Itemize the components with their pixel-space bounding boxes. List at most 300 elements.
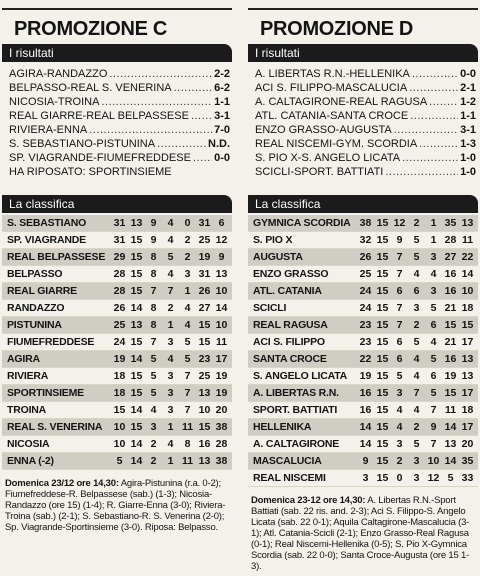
- points-cell: 5: [116, 455, 123, 467]
- result-score: 0-0: [460, 68, 476, 80]
- standings-row: [2, 232, 232, 249]
- standings-table: [248, 215, 478, 487]
- stat-cell: 5: [413, 234, 420, 246]
- stat-cell: 20: [215, 404, 228, 416]
- points-cell: 26: [359, 251, 372, 263]
- stat-cell: 16: [444, 353, 457, 365]
- points-cell: 9: [362, 455, 369, 467]
- stat-cell: 15: [130, 268, 143, 280]
- points-cell: 10: [113, 438, 126, 450]
- stat-cell: 8: [150, 268, 157, 280]
- stat-cell: 3: [150, 421, 157, 433]
- stat-cell: 14: [215, 302, 228, 314]
- stat-cell: 1: [430, 217, 437, 229]
- stat-cell: 5: [396, 370, 403, 382]
- standings-row: [248, 402, 478, 419]
- standings-row: [2, 419, 232, 436]
- team-name: REAL GIARRE: [7, 285, 77, 297]
- stat-cell: 15: [376, 438, 389, 450]
- standings-row: [248, 470, 478, 487]
- team-name: NICOSIA: [7, 438, 50, 450]
- points-cell: 19: [113, 353, 126, 365]
- points-cell: 10: [113, 421, 126, 433]
- stat-cell: 38: [215, 421, 228, 433]
- stat-cell: 4: [167, 353, 174, 365]
- stat-cell: 4: [167, 234, 174, 246]
- stat-cell: 17: [215, 353, 228, 365]
- stat-cell: 13: [198, 455, 211, 467]
- team-name: SPORT. BATTIATI: [253, 404, 338, 416]
- stat-cell: 13: [130, 319, 143, 331]
- stat-cell: 7: [150, 336, 157, 348]
- stat-cell: 6: [396, 285, 403, 297]
- results-list: [2, 67, 232, 165]
- standings-row: [2, 266, 232, 283]
- points-cell: 31: [113, 234, 126, 246]
- dot-leader: [89, 123, 212, 137]
- stat-cell: 13: [130, 217, 143, 229]
- stat-cell: 26: [198, 285, 211, 297]
- team-name: SCICLI: [253, 302, 287, 314]
- stat-cell: 5: [184, 353, 191, 365]
- stat-cell: 15: [376, 285, 389, 297]
- standings-row: [248, 334, 478, 351]
- result-score: 1-1: [214, 96, 230, 108]
- result-match: S. SEBASTIANO-PISTUNINA: [9, 138, 156, 150]
- stat-cell: 14: [130, 353, 143, 365]
- stat-cell: 10: [198, 404, 211, 416]
- standings-row: [2, 385, 232, 402]
- team-name: RANDAZZO: [7, 302, 65, 314]
- stat-cell: 4: [430, 268, 437, 280]
- result-score: 3-1: [214, 110, 230, 122]
- stat-cell: 15: [461, 319, 474, 331]
- dot-leader: [394, 123, 458, 137]
- stat-cell: 8: [150, 251, 157, 263]
- stat-cell: 19: [198, 251, 211, 263]
- team-name: REAL BELPASSESE: [7, 251, 106, 263]
- points-cell: 19: [359, 370, 372, 382]
- stat-cell: 9: [430, 421, 437, 433]
- result-match: SCICLI-SPORT. BATTIATI: [255, 166, 384, 178]
- stat-cell: 5: [184, 336, 191, 348]
- stat-cell: 4: [167, 438, 174, 450]
- stat-cell: 15: [376, 336, 389, 348]
- result-score: 1-3: [460, 138, 476, 150]
- points-cell: 14: [359, 421, 372, 433]
- team-name: PISTUNINA: [7, 319, 62, 331]
- result-row: [248, 95, 478, 109]
- stat-cell: 15: [376, 353, 389, 365]
- standings-row: [2, 368, 232, 385]
- stat-cell: 13: [461, 217, 474, 229]
- stat-cell: 11: [444, 404, 457, 416]
- stat-cell: 2: [396, 455, 403, 467]
- stat-cell: 7: [430, 404, 437, 416]
- standings-row: [248, 215, 478, 232]
- stat-cell: 9: [396, 234, 403, 246]
- team-name: TROINA: [7, 404, 47, 416]
- stat-cell: 2: [413, 217, 420, 229]
- stat-cell: 7: [167, 285, 174, 297]
- team-name: RIVIERA: [7, 370, 49, 382]
- result-score: 1-0: [460, 166, 476, 178]
- points-cell: 24: [113, 336, 126, 348]
- dot-leader: [101, 95, 212, 109]
- team-name: GYMNICA SCORDIA: [253, 217, 351, 229]
- stat-cell: 15: [198, 319, 211, 331]
- stat-cell: 15: [444, 387, 457, 399]
- result-row: [248, 137, 478, 151]
- stat-cell: 4: [150, 404, 157, 416]
- standings-row: [248, 385, 478, 402]
- stat-cell: 6: [218, 217, 225, 229]
- stat-cell: 25: [198, 370, 211, 382]
- team-name: REAL RAGUSA: [253, 319, 328, 331]
- dot-leader: [157, 137, 206, 151]
- dot-leader: [410, 109, 458, 123]
- stat-cell: 6: [430, 319, 437, 331]
- stat-cell: 21: [444, 336, 457, 348]
- standings-row: [2, 249, 232, 266]
- stat-cell: 4: [413, 268, 420, 280]
- stat-cell: 2: [413, 319, 420, 331]
- points-cell: 26: [113, 302, 126, 314]
- result-match: SP. VIAGRANDE-FIUMEFREDDESE: [9, 152, 191, 164]
- result-score: N.D.: [208, 138, 230, 150]
- stat-cell: 38: [215, 455, 228, 467]
- league-title: PROMOZIONE D: [260, 18, 414, 40]
- stat-cell: 14: [461, 268, 474, 280]
- team-name: ENZO GRASSO: [253, 268, 329, 280]
- standings-row: [248, 266, 478, 283]
- top-rule: [2, 0, 232, 10]
- team-name: AUGUSTA: [253, 251, 303, 263]
- results-list: [248, 67, 478, 179]
- stat-cell: 4: [396, 404, 403, 416]
- stat-cell: 15: [130, 370, 143, 382]
- stat-cell: 9: [150, 217, 157, 229]
- stat-cell: 20: [461, 438, 474, 450]
- points-cell: 15: [113, 404, 126, 416]
- stat-cell: 14: [130, 302, 143, 314]
- stat-cell: 6: [396, 353, 403, 365]
- dot-leader: [174, 81, 212, 95]
- result-match: ACI S. FILIPPO-MASCALUCIA: [255, 82, 408, 94]
- stat-cell: 1: [430, 234, 437, 246]
- stat-cell: 15: [376, 370, 389, 382]
- stat-cell: 35: [461, 455, 474, 467]
- stat-cell: 7: [184, 387, 191, 399]
- result-match: REAL GIARRE-REAL BELPASSESE: [9, 110, 189, 122]
- points-cell: 38: [359, 217, 372, 229]
- stat-cell: 15: [130, 285, 143, 297]
- stat-cell: 4: [430, 336, 437, 348]
- fixtures-date: Domenica 23-12 ore 14,30:: [251, 495, 366, 506]
- result-match: NICOSIA-TROINA: [9, 96, 100, 108]
- stat-cell: 5: [150, 387, 157, 399]
- stat-cell: 3: [413, 302, 420, 314]
- stat-cell: 14: [444, 455, 457, 467]
- stat-cell: 15: [376, 472, 389, 484]
- results-header: I risultati: [248, 44, 478, 62]
- result-row: [2, 109, 232, 123]
- fixtures-text: Agira-Pistunina (r.a. 0-2); Fiumefreddese-R. Belpassese (sab.) (1-3); Nicosia-Randazzo (ore 15) (1-4); R. Giarre-Enna (3-0); Riviera-Troina (sab.) (2-1); S. Sebastiano-R. S. Venerina (2-0); Sp. Viagrande-Sportinsieme (3-0). Riposa: Belpasso.: [5, 478, 226, 533]
- standings-row: [2, 300, 232, 317]
- dot-leader: [429, 95, 458, 109]
- points-cell: 32: [359, 234, 372, 246]
- standings-row: [248, 419, 478, 436]
- stat-cell: 14: [130, 438, 143, 450]
- stat-cell: 15: [376, 404, 389, 416]
- points-cell: 28: [113, 268, 126, 280]
- result-row: [248, 165, 478, 179]
- stat-cell: 15: [198, 336, 211, 348]
- stat-cell: 6: [413, 285, 420, 297]
- stat-cell: 2: [184, 251, 191, 263]
- dot-leader: [402, 151, 458, 165]
- stat-cell: 5: [167, 251, 174, 263]
- stat-cell: 14: [444, 421, 457, 433]
- stat-cell: 3: [430, 285, 437, 297]
- team-name: REAL S. VENERINA: [7, 421, 103, 433]
- dot-leader: [385, 165, 458, 179]
- stat-cell: 5: [150, 353, 157, 365]
- standings-row: [2, 283, 232, 300]
- stat-cell: 2: [167, 302, 174, 314]
- result-row: [248, 123, 478, 137]
- fixtures-text: A. Libertas R.N.-Sport Battiati (sab. 22 ris. and. 2-3); Aci S. Filippo-S. Angelo Licata (sab. 22 0-1); Aquila Caltagirone-Mascalucia (3-1); Atl. Catania-Scicli (2-1); Enzo Grasso-Real Ragusa (0-1); Real Niscemi-Hellenika (0-5); S. Pio X-Gymnica Scordia (sab. 22 0-0); Santa Croce-Augusta (ore 15 1-3).: [251, 495, 470, 572]
- stat-cell: 17: [461, 387, 474, 399]
- points-cell: 3: [362, 472, 369, 484]
- stat-cell: 3: [396, 387, 403, 399]
- stat-cell: 16: [198, 438, 211, 450]
- result-row: [2, 81, 232, 95]
- result-match: ATL. CATANIA-SANTA CROCE: [255, 110, 409, 122]
- points-cell: 14: [359, 438, 372, 450]
- points-cell: 16: [359, 387, 372, 399]
- stat-cell: 15: [130, 336, 143, 348]
- stat-cell: 3: [413, 472, 420, 484]
- stat-cell: 2: [184, 234, 191, 246]
- standings-table: [2, 215, 232, 470]
- points-cell: 24: [359, 302, 372, 314]
- standings-row: [248, 453, 478, 470]
- standings-row: [248, 300, 478, 317]
- stat-cell: 27: [198, 302, 211, 314]
- points-cell: 24: [359, 285, 372, 297]
- points-cell: 29: [113, 251, 126, 263]
- result-score: 2-1: [460, 82, 476, 94]
- standings-row: [2, 453, 232, 470]
- stat-cell: 7: [430, 438, 437, 450]
- stat-cell: 21: [444, 302, 457, 314]
- team-name: S. PIO X: [253, 234, 293, 246]
- standings-row: [2, 215, 232, 232]
- stat-cell: 7: [396, 319, 403, 331]
- next-fixtures: [248, 495, 478, 572]
- stat-cell: 16: [444, 268, 457, 280]
- stat-cell: 15: [376, 319, 389, 331]
- stat-cell: 3: [396, 438, 403, 450]
- stat-cell: 1: [167, 455, 174, 467]
- stat-cell: 19: [215, 370, 228, 382]
- stat-cell: 28: [444, 234, 457, 246]
- stat-cell: 15: [130, 234, 143, 246]
- league-title: PROMOZIONE C: [14, 18, 168, 40]
- stat-cell: 4: [413, 370, 420, 382]
- result-score: 3-1: [460, 124, 476, 136]
- stat-cell: 3: [167, 387, 174, 399]
- result-match: REAL NISCEMI-GYM. SCORDIA: [255, 138, 418, 150]
- stat-cell: 4: [413, 404, 420, 416]
- team-name: FIUMEFREDDESE: [7, 336, 95, 348]
- stat-cell: 3: [184, 268, 191, 280]
- stat-cell: 2: [150, 438, 157, 450]
- result-score: 0-0: [214, 152, 230, 164]
- stat-cell: 8: [150, 319, 157, 331]
- stat-cell: 18: [461, 302, 474, 314]
- result-match: A. LIBERTAS R.N.-HELLENIKA: [255, 68, 410, 80]
- result-row: [248, 67, 478, 81]
- stat-cell: 22: [461, 251, 474, 263]
- points-cell: 23: [359, 336, 372, 348]
- stat-cell: 7: [413, 387, 420, 399]
- stat-cell: 14: [130, 404, 143, 416]
- team-name: SP. VIAGRANDE: [7, 234, 86, 246]
- standings-row: [2, 402, 232, 419]
- stat-cell: 3: [413, 455, 420, 467]
- team-name: ATL. CATANIA: [253, 285, 322, 297]
- stat-cell: 11: [181, 455, 194, 467]
- stat-cell: 6: [396, 336, 403, 348]
- stat-cell: 4: [184, 319, 191, 331]
- stat-cell: 7: [396, 268, 403, 280]
- stat-cell: 23: [198, 353, 211, 365]
- standings-row: [248, 368, 478, 385]
- dot-leader: [109, 67, 212, 81]
- result-score: 1-2: [460, 96, 476, 108]
- dot-leader: [412, 67, 458, 81]
- stat-cell: 15: [198, 421, 211, 433]
- result-score: 7-0: [214, 124, 230, 136]
- stat-cell: 9: [150, 234, 157, 246]
- stat-cell: 4: [184, 302, 191, 314]
- stat-cell: 15: [376, 421, 389, 433]
- stat-cell: 1: [184, 285, 191, 297]
- stat-cell: 13: [215, 268, 228, 280]
- result-match: BELPASSO-REAL S. VENERINA: [9, 82, 172, 94]
- stat-cell: 2: [150, 455, 157, 467]
- stat-cell: 3: [167, 404, 174, 416]
- next-fixtures: [2, 478, 232, 533]
- team-name: ENNA (-2): [7, 455, 54, 467]
- points-cell: 23: [359, 319, 372, 331]
- result-row: [248, 151, 478, 165]
- stat-cell: 15: [376, 302, 389, 314]
- stat-cell: 10: [427, 455, 440, 467]
- result-row: [2, 67, 232, 81]
- standings-header: La classifica: [248, 195, 478, 213]
- stat-cell: 10: [215, 319, 228, 331]
- stat-cell: 1: [167, 421, 174, 433]
- result-row: [2, 95, 232, 109]
- points-cell: 25: [359, 268, 372, 280]
- stat-cell: 5: [430, 353, 437, 365]
- team-name: A. LIBERTAS R.N.: [253, 387, 339, 399]
- stat-cell: 15: [130, 421, 143, 433]
- stat-cell: 17: [461, 421, 474, 433]
- standings-row: [2, 317, 232, 334]
- standings-row: [248, 317, 478, 334]
- result-row: [2, 151, 232, 165]
- stat-cell: 25: [198, 234, 211, 246]
- stat-cell: 11: [461, 234, 474, 246]
- rest-note: HA RIPOSATO: SPORTINSIEME: [9, 166, 172, 178]
- stat-cell: 3: [167, 370, 174, 382]
- result-match: S. PIO X-S. ANGELO LICATA: [255, 152, 401, 164]
- standings-row: [2, 334, 232, 351]
- stat-cell: 15: [376, 234, 389, 246]
- stat-cell: 4: [167, 268, 174, 280]
- result-match: ENZO GRASSO-AUGUSTA: [255, 124, 392, 136]
- result-row: [248, 109, 478, 123]
- standings-row: [248, 283, 478, 300]
- standings-row: [248, 351, 478, 368]
- stat-cell: 19: [215, 387, 228, 399]
- stat-cell: 5: [430, 302, 437, 314]
- stat-cell: 5: [413, 336, 420, 348]
- points-cell: 16: [359, 404, 372, 416]
- stat-cell: 15: [444, 319, 457, 331]
- team-name: S. ANGELO LICATA: [253, 370, 348, 382]
- result-row: [248, 81, 478, 95]
- standings-row: [2, 351, 232, 368]
- standings-row: [248, 436, 478, 453]
- stat-cell: 4: [413, 353, 420, 365]
- team-name: MASCALUCIA: [253, 455, 322, 467]
- points-cell: 28: [113, 285, 126, 297]
- stat-cell: 13: [461, 353, 474, 365]
- stat-cell: 3: [167, 336, 174, 348]
- points-cell: 18: [113, 370, 126, 382]
- result-match: RIVIERA-ENNA: [9, 124, 88, 136]
- stat-cell: 15: [376, 251, 389, 263]
- dot-leader: [409, 81, 458, 95]
- stat-cell: 5: [150, 370, 157, 382]
- stat-cell: 17: [461, 336, 474, 348]
- stat-cell: 0: [184, 217, 191, 229]
- stat-cell: 14: [130, 455, 143, 467]
- result-match: A. CALTAGIRONE-REAL RAGUSA: [255, 96, 428, 108]
- stat-cell: 1: [167, 319, 174, 331]
- standings-row: [2, 436, 232, 453]
- stat-cell: 5: [413, 438, 420, 450]
- standings-header: La classifica: [2, 195, 232, 213]
- team-name: AGIRA: [7, 353, 40, 365]
- stat-cell: 15: [130, 387, 143, 399]
- promozione-c-column: [2, 0, 232, 576]
- stat-cell: 6: [430, 370, 437, 382]
- result-score: 2-2: [214, 68, 230, 80]
- stat-cell: 27: [444, 251, 457, 263]
- stat-cell: 16: [444, 285, 457, 297]
- stat-cell: 2: [413, 421, 420, 433]
- stat-cell: 13: [198, 387, 211, 399]
- stat-cell: 7: [150, 285, 157, 297]
- stat-cell: 31: [198, 217, 211, 229]
- stat-cell: 33: [461, 472, 474, 484]
